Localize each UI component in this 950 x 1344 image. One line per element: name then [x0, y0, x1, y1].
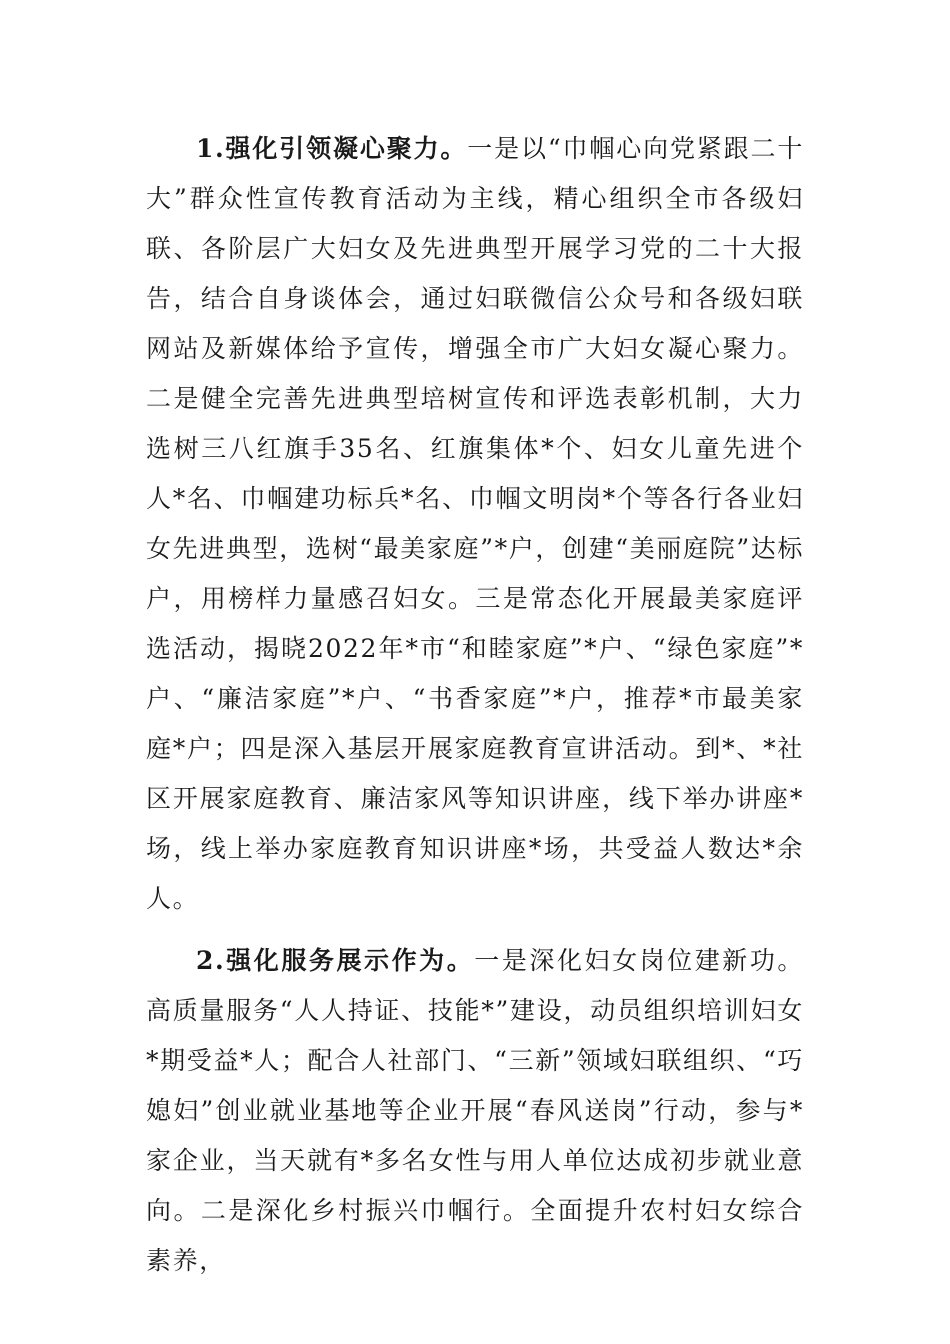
- paragraph-1: [146, 124, 804, 924]
- paragraph-1-heading: 1.强化引领凝心聚力。: [196, 134, 468, 163]
- paragraph-1-body: 一是以“巾帼心向党紧跟二十大”群众性宣传教育活动为主线，精心组织全市各级妇联、各阶层广大妇女及先进典型开展学习党的二十大报告，结合自身谈体会，通过妇联微信公众号和各级妇联网站及新媒体给予宣传，增强全市广大妇女凝心聚力。二是健全完善先进典型培树宣传和评选表彰机制，大力选树三八红旗手35名、红旗集体*个、妇女儿童先进个人*名、巾帼建功标兵*名、巾帼文明岗*个等各行各业妇女先进典型，选树“最美家庭”*户，创建“美丽庭院”达标户，用榜样力量感召妇女。三是常态化开展最美家庭评选活动，揭晓2022年*市“和睦家庭”*户、“绿色家庭”*户、“廉洁家庭”*户、“书香家庭”*户，推荐*市最美家庭*户；四是深入基层开展家庭教育宣讲活动。到*、*社区开展家庭教育、廉洁家风等知识讲座，线下举办讲座*场，线上举办家庭教育知识讲座*场，共受益人数达*余人。: [146, 134, 804, 913]
- paragraph-2-heading: 2.强化服务展示作为。: [196, 946, 475, 975]
- paragraph-2: [146, 936, 804, 1286]
- paragraph-2-body: 一是深化妇女岗位建新功。高质量服务“人人持证、技能*”建设，动员组织培训妇女*期受益*人；配合人社部门、“三新”领域妇联组织、“巧媳妇”创业就业基地等企业开展“春风送岗”行动，参与*家企业，当天就有*多名女性与用人单位达成初步就业意向。二是深化乡村振兴巾帼行。全面提升农村妇女综合素养，: [146, 946, 805, 1275]
